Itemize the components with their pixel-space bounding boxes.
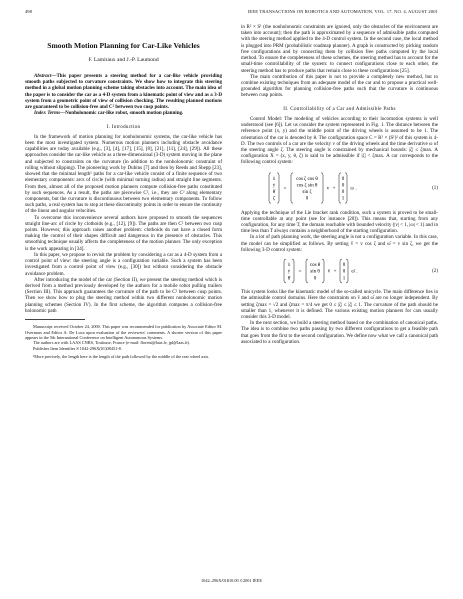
eq1-equals: = [283,186,286,192]
body-paragraph: Applying the technique of the Lie bracket rank condition, such a system is proved to be small-time controllable at any point (see for instance [20]). This means that, starting from any configuration, for any time T, the domain reachable with bounded velocity (|v| < 1, |ω| < 1) and in time less than T always contains a neighborhood of the starting configuration. [241,209,438,235]
eq1-lhs-entry: θ̇ [272,189,275,195]
equation-1-number: (1) [432,184,438,191]
eq1-w-vector-entry: 0 [341,189,344,195]
section-heading-intro: I. Introduction [106,123,141,130]
footnote: ¹More precisely, the length here is the length of the path followed by the middle of the rear wheel axis. [33,354,210,360]
eq1-plus: + [332,186,335,192]
eq1-bracket [345,172,347,202]
eq2-v-vector-entry: 0 [313,276,316,282]
eq1-w-control: ω [349,186,354,192]
equation-2 [241,255,438,287]
equation-1-matrix [265,168,415,208]
left-column [25,24,222,360]
paper-title: Smooth Motion Planning for Car-Like Vehicles [47,41,200,50]
eq1-v-control: v [326,186,329,192]
eq1-bracket [291,172,293,202]
eq2-v-vector-entry: cos θ [309,263,320,269]
index-terms-text: Nonholonomic car-like robot, smooth motion planning. [65,110,184,117]
body-paragraph: This system looks like the kinematic model of the so-called unicycle. The main difference lies in the admissible control domains. Here the constraints on v̄ and ω̄ are no longer independent. By setting ζmax = √2 and ζmax = π/4 we get 0 ≤ |ζ| ≤ |ζ| ≤ 1. The curvature of the path should be smaller than 1, whenever it is defined. The various existing motion planners for cars usually consider this 3-D model. [241,289,438,320]
body-paragraph: Control Model: The modeling of vehicles according to their locomotion systems is well understood (see [6]). Let us consider the system represented in Fig. 1. The distance between the reference point (x, y) and the middle point of the driving wheels is assumed to be 1. The orientation of the car is denoted by θ. The configuration space C = R² × (S¹)² of this system is 4-D. The two controls of a car are the velocity v of the driving wheels and the time derivative ω of the steering angle ζ. The steering angle is constrained by mechanical bounds: |ζ| ≤ ζmax. A configuration X = (x, y, θ, ζ) is said to be admissible if |ζ| < ζmax. A car corresponds to the following control system: [241,115,438,166]
eq1-period: . [354,186,357,192]
eq2-lhs-entry: ẏ [287,269,290,275]
eq2-bracket [346,259,348,283]
eq1-v-vector-entry: 0 [305,196,308,202]
page-number: 498 [25,9,32,14]
body-paragraph: To overcome this inconvenience several authors have proposed to smooth the sequences straight line-arc of circle by clothoids (e.g., [12], [9]). The paths are then C² between two cusp points. However, this approach raises another problem: clothoids do not have a closed form making the control of their shapes difficult and dangerous in the presence of obstacles. This smoothing technique usually affects the completeness of the motion planner. The only exception is the work appearing in [34]. [25,214,222,252]
footnote: Manuscript received October 24, 2000. This paper was recommended for publication by Associate Editor M. Overmars and Editor A. De Luca upon evaluation of the reviewers' comments. A shorter version of this paper appears in the 5th International Conference on Intelligent Autonomous Systems. [25,324,222,340]
body-paragraph: In the framework of motion planning for nonholonomic systems, the car-like vehicle has been the most investigated system. Numerous motion planners including obstacle avoidance capabilities are today available (e.g., [3], [4], [17], [15], [8], [21], [11], [24], [29]). All these approaches consider the car-like vehicle as a three-dimensional (3-D) system moving in the plane and subjected to constraints on the curvature (in addition to the nonholonomic constraint of rolling without slipping). The pioneering work by Dubins [7] and then by Reeds and Shepp [23], showed that the minimal length¹ paths for a car-like vehicle consist of a finite sequence of two elementary components: arcs of circle (with minimal turning radius) and straight line segments. From then, almost all of the proposed motion planners compute collision-free paths constituted by such sequences. As a result, the paths are piecewise C², i.e., they are C² along elementary components, but the curvature is discontinuous between two elementary components. To follow such paths, a real system has to stop at these discontinuity points in order to ensure the continuity of the linear and angular velocities. [25,133,222,215]
eq1-v-vector-entry: cos ζ sin θ [296,182,317,188]
eq2-lhs-entry: ẋ [287,263,290,269]
eq1-lhs-entry: ẏ [272,182,275,188]
equation-2-number: (2) [432,268,438,275]
equation-1 [241,168,438,208]
eq2-w-vector-entry: 0 [342,263,345,269]
eq1-w-vector-entry: 1 [341,196,344,202]
abstract-label: Abstract— [34,73,57,79]
body-paragraph: After introducing the model of the car (Section II), we present the steering method which is derived from a method previously developed by the authors for a mobile robot pulling trailers (Section III). This approach guarantees the curvature of the path to be C² between cusp points. Then we show how to plug the steering method within two different nonholonomic motion planning schemes (Section IV). In the first scheme, the algorithm computes a collision-free holonomic path [25,276,222,314]
eq2-w-control: ω̄ [350,269,355,275]
copyright-footer: 1042–296X/01$10.00 ©2001 IEEE [201,578,262,583]
eq2-v-vector-entry: sin θ [309,269,320,275]
index-terms-label: Index Terms— [34,110,66,117]
body-paragraph: in R² × S¹ (the nonholonomic constraints are ignored, only the obstacles of the environment are taken into account); then the path is approximated by a sequence of admissible paths computed with the steering method applied to the 4-D control system. In the second case, the local method is plugged into PRM (probabilistic roadmap planner). A graph is constructed by picking random free configurations and by connecting them by collision free paths computed by the local method. To ensure the completeness of these schemes, the steering method has to account for the small-time controllability of the system: to connect configurations close to each other, the steering method has to produce paths that remain close to these configurations [25]. [241,24,438,74]
index-terms [25,110,222,116]
equation-2-matrix [280,255,400,287]
eq2-period: . [355,269,358,275]
footnote-rule [25,319,85,321]
eq2-w-vector-entry: 1 [342,276,345,282]
eq2-v-control: v̄ [327,269,330,275]
paper-authors: F. Lamiraux and J.-P. Laumond [88,57,159,63]
eq1-w-vector-entry: 0 [341,182,344,188]
abstract-text: This paper presents a steering method for a car-like vehicle providing smooth paths subjected to curvature constraints. We show how to integrate this steering method in a global motion planning scheme taking obstacles into account. The main idea of the paper is to consider the car as a 4-D system from a kinematic point of view and as a 3-D system from a geometric point of view of collision checking. The resulting planned motions are guaranteed to be collision-free and C² between two cusp points. [25,73,222,111]
eq1-lhs-entry: ζ̇ [272,196,275,202]
abstract [25,73,222,110]
eq1-bracket [269,172,271,202]
eq1-w-vector-entry: 0 [341,176,344,182]
footnote: The authors are with LAAS CNRS, Toulouse, France (e-mail: florent@laas.fr; jpl@laas.fr). [33,340,191,346]
eq2-bracket [284,259,286,283]
eq1-bracket [321,172,323,202]
eq2-equals: = [298,269,301,275]
eq1-bracket [339,172,341,202]
body-paragraph: The main contribution of this paper is not to provide a completely new method, but to combine existing techniques from an adequate model of the car and to propose a practical well-grounded algorithm for planning collision-free paths such that the curvature is continuous between cusp points. [241,73,438,99]
eq1-lhs-entry: ẋ [272,176,275,182]
section-heading-control: II. Controllability of a Car and Admissible Paths [283,105,396,112]
body-paragraph: In this paper, we propose to revisit the problem by considering a car as a 4-D system from a control point of view: the steering angle is a configuration variable. Such a system has been investigated from a control point of view (e.g., [30]) but without considering the obstacle avoidance problem. [25,251,222,277]
eq2-plus: + [333,269,336,275]
body-paragraph: In the next section, we build a steering method based on the combination of canonical paths. The idea is to combine two paths passing by two different configurations to get a feasible path that goes from the first to the second configuration. We define now what we call a canonical path associated to a configuration. [241,320,438,345]
eq2-bracket [340,259,342,283]
eq2-bracket [292,259,294,283]
eq2-bracket [306,259,308,283]
footnote: Publisher Item Identifier S 1042-296X(01)08451-8. [33,345,122,351]
eq1-v-vector-entry: cos ζ cos θ [295,176,318,182]
body-paragraph: In a lot of path planning work, the steering angle is not a configuration variable. In this case, the model can be simplified as follows. By setting v̄ = v cos ζ and ω̄ = v sin ζ, we get the following 3-D control system: [241,234,438,253]
eq2-lhs-entry: θ̇ [287,276,290,282]
eq1-v-vector-entry: sin ζ [301,189,312,195]
eq2-bracket [322,259,324,283]
eq2-w-vector-entry: 0 [342,269,345,275]
eq1-bracket [277,172,279,202]
right-column [241,24,438,345]
journal-title: IEEE TRANSACTIONS ON ROBOTICS AND AUTOMATION, VOL. 17, NO. 4, AUGUST 2001 [247,9,438,14]
running-header [25,9,438,18]
